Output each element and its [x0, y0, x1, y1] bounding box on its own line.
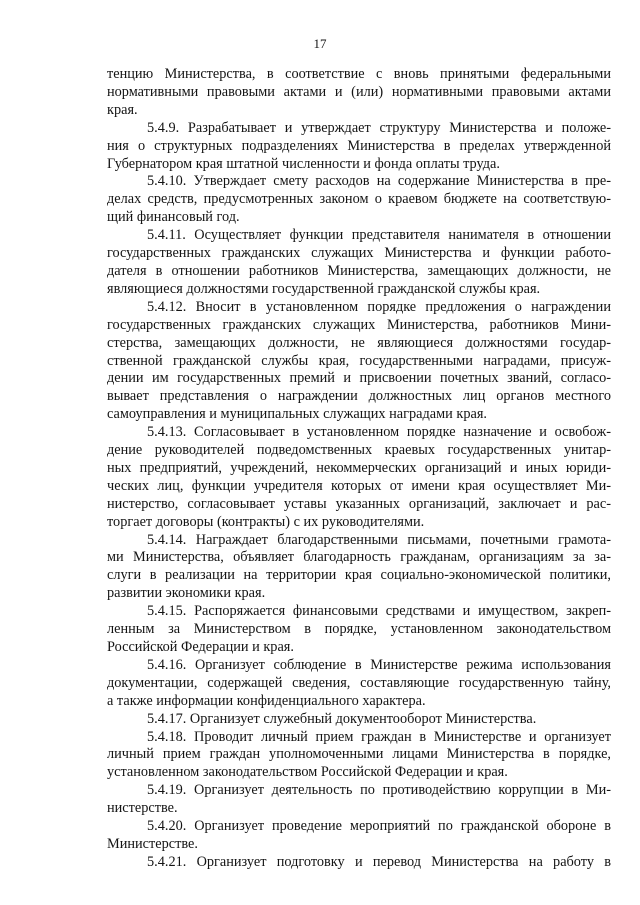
text-line: ленным за Министерством в порядке, установленном законодательством: [107, 621, 611, 638]
paragraph: [107, 227, 611, 299]
paragraph: [107, 66, 611, 120]
paragraph: [107, 854, 611, 872]
text-line: развитии экономики края.: [107, 585, 266, 602]
text-line: нистерстве.: [107, 800, 178, 817]
text-line: ственной гражданской службы края, государственными наградами, присуж-: [107, 352, 611, 369]
text-line: 5.4.14. Награждает благодарственными письмами, почетными грамота-: [147, 531, 611, 548]
text-line: 5.4.17. Организует служебный документооборот Министерства.: [147, 710, 537, 727]
paragraph: [107, 657, 611, 711]
text-line: установленном законодательством Российской Федерации и края.: [107, 764, 508, 781]
text-line: Министерстве.: [107, 835, 198, 852]
text-line: 5.4.15. Распоряжается финансовыми средствами и имуществом, закреп-: [147, 603, 611, 620]
text-line: Губернатором края штатной численности и фонда оплаты труда.: [107, 155, 500, 172]
text-line: дении им государственных премий и присвоении почетных званий, согласо-: [107, 370, 611, 387]
text-line: 5.4.9. Разрабатывает и утверждает структуру Министерства и положе-: [147, 119, 611, 136]
text-line: государственных гражданских служащих Министерства, работников Мини-: [107, 316, 611, 333]
text-line: 5.4.13. Согласовывает в установленном порядке назначение и освобож-: [147, 424, 611, 441]
paragraph: [107, 729, 611, 783]
text-line: являющиеся должностями государственной гражданской службы края.: [107, 280, 541, 297]
text-line: дение руководителей подведомственных краевых государственных унитар-: [107, 442, 611, 459]
text-line: личный прием граждан уполномоченными лицами Министерства в порядке,: [107, 746, 611, 763]
text-line: ных предприятий, учреждений, некоммерческих организаций и иных юриди-: [107, 459, 611, 476]
paragraph: [107, 299, 611, 424]
text-line: документации, содержащей сведения, составляющие государственную тайну,: [107, 674, 611, 691]
text-line: 5.4.20. Организует проведение мероприятий по гражданской обороне в: [147, 818, 611, 835]
paragraph: [107, 603, 611, 657]
text-line: щий финансовый год.: [107, 209, 240, 226]
text-line: тенцию Министерства, в соответствие с вновь принятыми федеральными: [107, 66, 611, 82]
text-line: слуги в реализации на территории края социально-экономической политики,: [107, 567, 611, 584]
text-line: стерства, замещающих должности, не являющиеся должностями государ-: [107, 334, 611, 351]
paragraph: [107, 120, 611, 174]
paragraph: [107, 711, 611, 729]
text-line: 5.4.18. Проводит личный прием граждан в Министерстве и организует: [147, 728, 611, 745]
text-line: дателя в отношении работников Министерства, замещающих должности, не: [107, 262, 611, 279]
text-line: 5.4.12. Вносит в установленном порядке предложения о награждении: [147, 298, 611, 315]
text-line: вывает представления о награждении должностных лиц органов местного: [107, 388, 611, 405]
text-line: 5.4.19. Организует деятельность по противодействию коррупции в Ми-: [147, 782, 611, 799]
paragraph: [107, 818, 611, 854]
text-line: нистерство, согласовывает уставы указанных организаций, заключает и рас-: [107, 495, 611, 512]
page-number: 17: [313, 36, 327, 51]
text-line: ния о структурных подразделениях Министерства в пределах утвержденной: [107, 137, 611, 154]
text-line: ми Министерства, объявляет благодарность гражданам, организациям за за-: [107, 549, 611, 566]
paragraph: [107, 782, 611, 818]
text-line: самоуправления и муниципальных служащих наградами края.: [107, 406, 487, 423]
text-line: нормативными правовыми актами и (или) нормативными правовыми актами: [107, 83, 611, 100]
paragraph: [107, 173, 611, 227]
text-line: 5.4.21. Организует подготовку и перевод Министерства на работу в: [147, 853, 611, 870]
document-body: [107, 66, 611, 872]
text-line: 5.4.10. Утверждает смету расходов на содержание Министерства в пре-: [147, 173, 611, 190]
text-line: Российской Федерации и края.: [107, 639, 294, 655]
text-line: делах средств, предусмотренных законом о краевом бюджете на соответствую-: [107, 191, 611, 208]
text-line: а также информации конфиденциального характера.: [107, 692, 426, 709]
text-line: государственных гражданских служащих Министерства и функции работо-: [107, 245, 611, 262]
paragraph: [107, 532, 611, 604]
text-line: 5.4.11. Осуществляет функции представителя нанимателя в отношении: [147, 227, 611, 244]
text-line: ческих лиц, функции учредителя которых от имени края осуществляет Ми-: [107, 477, 611, 494]
paragraph: [107, 424, 611, 531]
text-line: края.: [107, 101, 138, 118]
text-line: торгает договоры (контракты) с их руководителями.: [107, 513, 425, 530]
text-line: 5.4.16. Организует соблюдение в Министерстве режима использования: [147, 656, 611, 673]
